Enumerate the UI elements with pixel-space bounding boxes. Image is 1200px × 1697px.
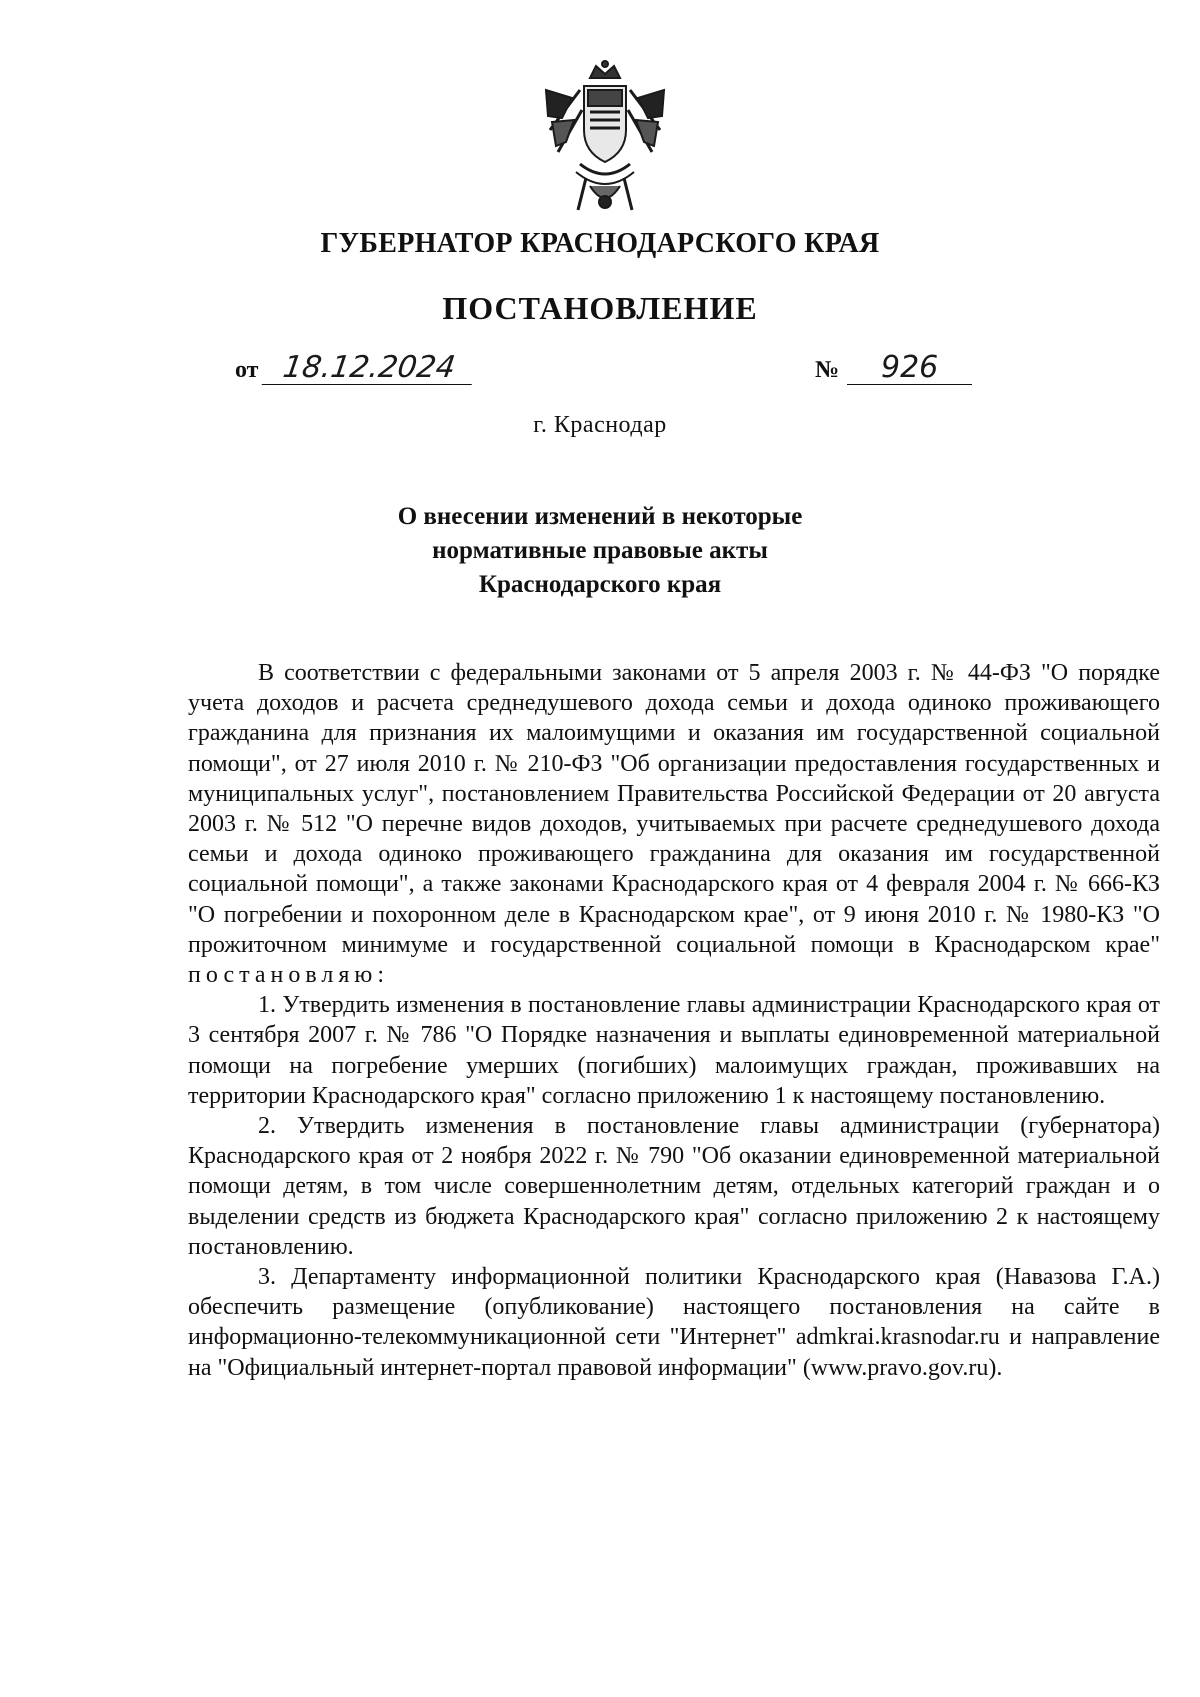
preamble-paragraph [188, 658, 1160, 990]
decree-word: постановляю: [188, 962, 389, 989]
number-value: 926 [847, 352, 972, 385]
heading-line: О внесении изменений в некоторые [397, 503, 803, 530]
date-value: 18.12.2024 [262, 352, 477, 385]
heading-line: нормативные правовые акты [432, 537, 768, 564]
preamble-text: В соответствии с федеральными законами от 5 апреля 2003 г. № 44-ФЗ "О порядке учета доходов и расчета среднедушевого дохода семьи и дохода одиноко проживающего гражданина для признания их малоимущими и оказания им государственной социальной помощи", от 27 июля 2010 г. № 210-ФЗ "Об организации предоставления государственных и муниципальных услуг", постановлением Правительства Российской Федерации от 20 августа 2003 г. № 512 "О перечне видов доходов, учитываемых при расчете среднедушевого дохода семьи и дохода одиноко проживающего гражданина для оказания им государственной социальной помощи", а также законами Краснодарского края от 4 февраля 2004 г. № 666-КЗ "О погребении и похоронном деле в Краснодарском крае", от 9 июня 2010 г. № 1980-КЗ "О прожиточном минимуме и государственной социальной помощи в Краснодарском крае" [188, 660, 1160, 958]
document-date [235, 352, 474, 385]
document-heading [0, 500, 1200, 602]
city: г. Краснодар [533, 412, 667, 438]
coat-of-arms-icon [540, 60, 670, 220]
clause-2: 2. Утвердить изменения в постановление главы администрации (губернатора) Краснодарского края от 2 ноября 2022 г. № 790 "Об оказании единовременной материальной помощи детям, в том числе совершеннолетним детям, отдельных категорий граждан и о выделении средств из бюджета Краснодарского края" согласно приложению 2 к настоящему постановлению. [188, 1113, 1160, 1260]
organization-title: ГУБЕРНАТОР КРАСНОДАРСКОГО КРАЯ [320, 228, 880, 259]
heading-line: Краснодарского края [478, 571, 722, 598]
number-prefix: № [815, 357, 840, 383]
document-body [188, 658, 1160, 1383]
clause-1: 1. Утвердить изменения в постановление главы администрации Краснодарского края от 3 сентября 2007 г. № 786 "О Порядке назначения и выплаты единовременной материальной помощи на погребение умерших (погибших) малоимущих граждан, проживавших на территории Краснодарского края" согласно приложению 1 к настоящему постановлению. [188, 992, 1160, 1109]
document-type: ПОСТАНОВЛЕНИЕ [442, 290, 758, 326]
document-number [815, 352, 972, 385]
date-prefix: от [235, 357, 259, 383]
coat-of-arms-graphic [540, 60, 670, 220]
clause-3: 3. Департаменту информационной политики Краснодарского края (Навазова Г.А.) обеспечить размещение (опубликование) настоящего постановления на сайте в информационно-телекоммуникационной сети "Интернет" admkrai.krasnodar.ru и направление на "Официальный интернет-портал правовой информации" (www.pravo.gov.ru). [188, 1264, 1160, 1381]
